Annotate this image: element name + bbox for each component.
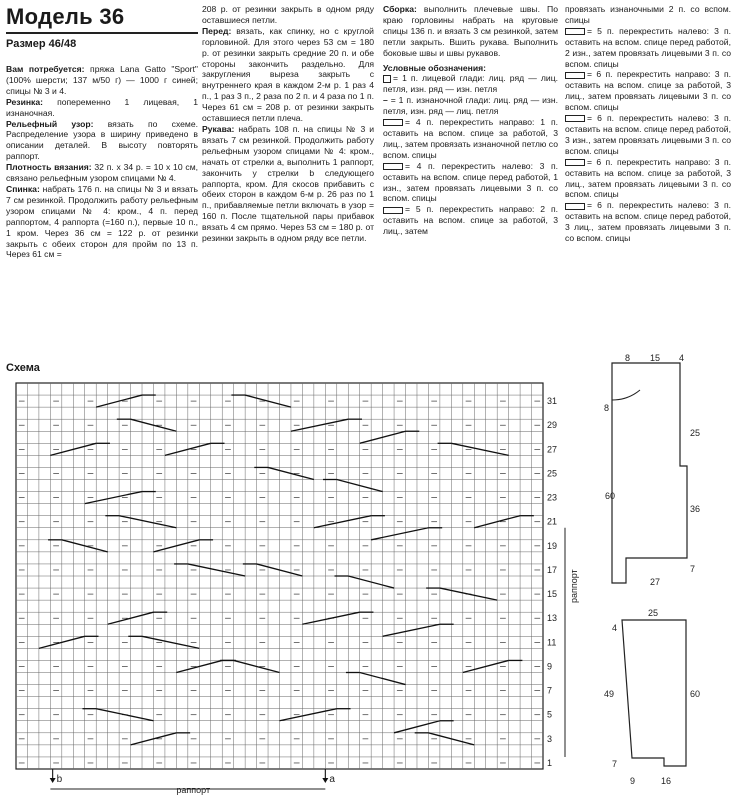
sleeve-right-measure: 60 — [690, 689, 701, 699]
body-top-measure-1: 15 — [650, 353, 661, 363]
arrow-a-head — [322, 778, 328, 783]
arrow-b-head — [50, 778, 56, 783]
legend-item: = 4 п. перекрестить налево: 3 п. оставить на вспом. спице перед работой, 1 изн., затем провязать лицевыми 3 п. со вспом. спицы — [383, 160, 558, 204]
row-number: 5 — [547, 709, 553, 720]
vertical-repeat-label: раппорт — [569, 569, 579, 604]
paragraph-relief: Рельефный узор: вязать по схеме. Распределение узора в ширину приведено в описании деталей. В высоту повторять раппорт. — [6, 118, 199, 162]
row-number: 13 — [547, 613, 558, 624]
sleeve-outline — [622, 620, 686, 766]
body-left-measure-0: 8 — [604, 403, 610, 413]
sleeve-bottom-measure-1: 16 — [661, 776, 672, 786]
legend-title: Условные обозначения: — [383, 62, 486, 73]
neckline-curve — [612, 390, 640, 400]
legend-item: = 5 п. перекрестить направо: 2 п. оставить на вспом. спице за работой, 3 лиц., затем — [383, 204, 558, 237]
sleeve-top-measure: 25 — [648, 608, 659, 618]
body-outline — [612, 363, 687, 583]
row-number: 27 — [547, 444, 558, 455]
row-number: 17 — [547, 564, 558, 575]
body-top-measure-2: 4 — [679, 353, 685, 363]
paragraph-materials: Вам потребуется: пряжа Lana Gatto "Sport" (100% шерсти; 137 м/50 г) — 1000 г синей; спицы № 3 и 4. — [6, 64, 198, 96]
sleeve-bottom-measure-0: 9 — [630, 776, 636, 786]
body-right-measure-0: 25 — [690, 428, 701, 438]
row-number: 19 — [547, 540, 558, 551]
legend-item: = 1 п. лицевой глади: лиц. ряд — лиц. петля, изн. ряд — изн. петля — [383, 73, 558, 95]
sleeve-pattern-diagram — [604, 608, 700, 786]
row-number: 25 — [547, 468, 558, 479]
row-number: 15 — [547, 589, 558, 600]
arrow-b-label: b — [56, 774, 63, 785]
horizontal-repeat-label: раппорт — [176, 785, 211, 795]
row-numbers — [547, 396, 557, 768]
sleeve-left-measure-1: 49 — [604, 689, 615, 699]
legend-item: провязать изнаночными 2 п. со вспом. спицы — [565, 4, 731, 25]
row-number: 7 — [547, 685, 553, 696]
legend-item: = 6 п. перекрестить направо: 3 п. оставить на вспом. спице за работой, 3 лиц., затем провязать лицевыми 3 п. со вспом. спицы — [565, 156, 731, 200]
schema-label: Схема — [6, 362, 40, 374]
paragraph-sleeves: Рукава: набрать 108 п. на спицы № 3 и вязать 7 см резинкой. Продолжить работу рельефным узором спицами № 4: кром., начать от стрелки a, выполнить 1 раппорт, закончить у стрелки b следующего раппорта, кром. Для скосов прибавить с обеих сторон в каждом 6-м р. 26 раз по 1 п., прибавляемые петли включать в узор = 160 п. После тщательной пары прибавок вязать 4 см прямо. Через 53 см = 180 р. от резинки закрыть в одном ряду все петли. — [202, 123, 374, 244]
legend-item: = 6 п. перекрестить направо: 3 п. оставить на вспом. спице за работой, 3 лиц., затем провязать лицевыми 3 п. со вспом. спицы — [565, 69, 731, 113]
page-title: Модель 36 — [6, 4, 125, 29]
paragraph-ribbing: Резинка: попеременно 1 лицевая, 1 изнаночная. — [6, 96, 198, 118]
paragraph-gauge: Плотность вязания: 32 п. x 34 р. = 10 x 10 см, связано рельефным узором спицами № 4. — [6, 162, 198, 184]
legend-item: – = 1 п. изнаночной глади: лиц. ряд — изн. петля, изн. ряд — лиц. петля — [383, 95, 558, 117]
row-number: 21 — [547, 516, 558, 527]
body-top-measure-0: 8 — [625, 353, 631, 363]
paragraph-front: Перед: вязать, как спинку, но с круглой горловиной. Для этого через 53 см = 180 р. от резинки закрыть средние 20 п. и обе стороны закончить раздельно. Для закругления выреза закрыть с внутреннего края в каждом 2-м р. 1 раз 4 п., 1 раз 3 п., 2 раза по 2 п. и 4 раза по 1 п. Через 61 см = 208 р. от резинки закрыть оставшиеся петли плеча. — [202, 25, 374, 124]
sleeve-left-measure-2: 7 — [612, 759, 618, 769]
sleeve-left-measure-0: 4 — [612, 623, 618, 633]
row-number: 23 — [547, 492, 558, 503]
row-number: 3 — [547, 733, 553, 744]
body-right-measure-2: 7 — [690, 564, 696, 574]
row-number: 11 — [547, 637, 557, 648]
paragraph-assembly: Сборка: выполнить плечевые швы. По краю горловины набрать на круговые спицы 136 п. и вязать 3 см резинкой, затем петли закрыть. Вшить рукава. Выполнить боковые швы и швы рукавов. — [383, 4, 558, 58]
arrow-a-label: a — [329, 774, 335, 785]
knitting-chart-grid — [16, 383, 543, 769]
purl-symbol-icon: – — [383, 95, 388, 106]
legend-item: = 6 п. перекрестить налево: 3 п. оставить на вспом. спице перед работой, 3 лиц., затем провязать лицевыми 3 п. со вспом. спицы — [565, 200, 731, 244]
body-bottom-measure: 27 — [650, 577, 661, 587]
body-right-measure-1: 36 — [690, 504, 701, 514]
body-left-measure-1: 60 — [605, 491, 616, 501]
row-number: 29 — [547, 420, 558, 431]
row-number: 1 — [547, 757, 553, 768]
size-label: Размер 46/48 — [6, 38, 77, 50]
row-number: 31 — [547, 396, 558, 407]
legend-item: = 5 п. перекрестить налево: 3 п. оставить на вспом. спице перед работой, 2 изн., затем провязать лицевыми 3 п. со вспом. спицы — [565, 25, 731, 69]
legend-item: = 4 п. перекрестить направо: 1 п. оставить на вспом. спице за работой, 3 лиц., затем провязать изнаночной петлю со вспом. спицы — [383, 117, 558, 160]
body-pattern-diagram — [604, 353, 700, 587]
paragraph-back: Спинка: набрать 176 п. на спицы № 3 и вязать 7 см резинкой. Продолжить работу рельефным узором спицами № 4: кром., 4 п. перед раппортом, 4 раппорта (=160 п.), первые 10 п., 1 кром. Через 36 см = 122 р. от резинки закрыть с обеих сторон для пройм по 13 п. Через 61 см = — [6, 183, 198, 260]
paragraph-back-cont: 208 р. от резинки закрыть в одном ряду оставшиеся петли. — [202, 4, 374, 25]
row-number: 9 — [547, 661, 553, 672]
legend-item: = 6 п. перекрестить налево: 3 п. оставить на вспом. спице перед работой, 3 изн., затем провязать лицевыми 3 п. со вспом. спицы — [565, 113, 731, 156]
